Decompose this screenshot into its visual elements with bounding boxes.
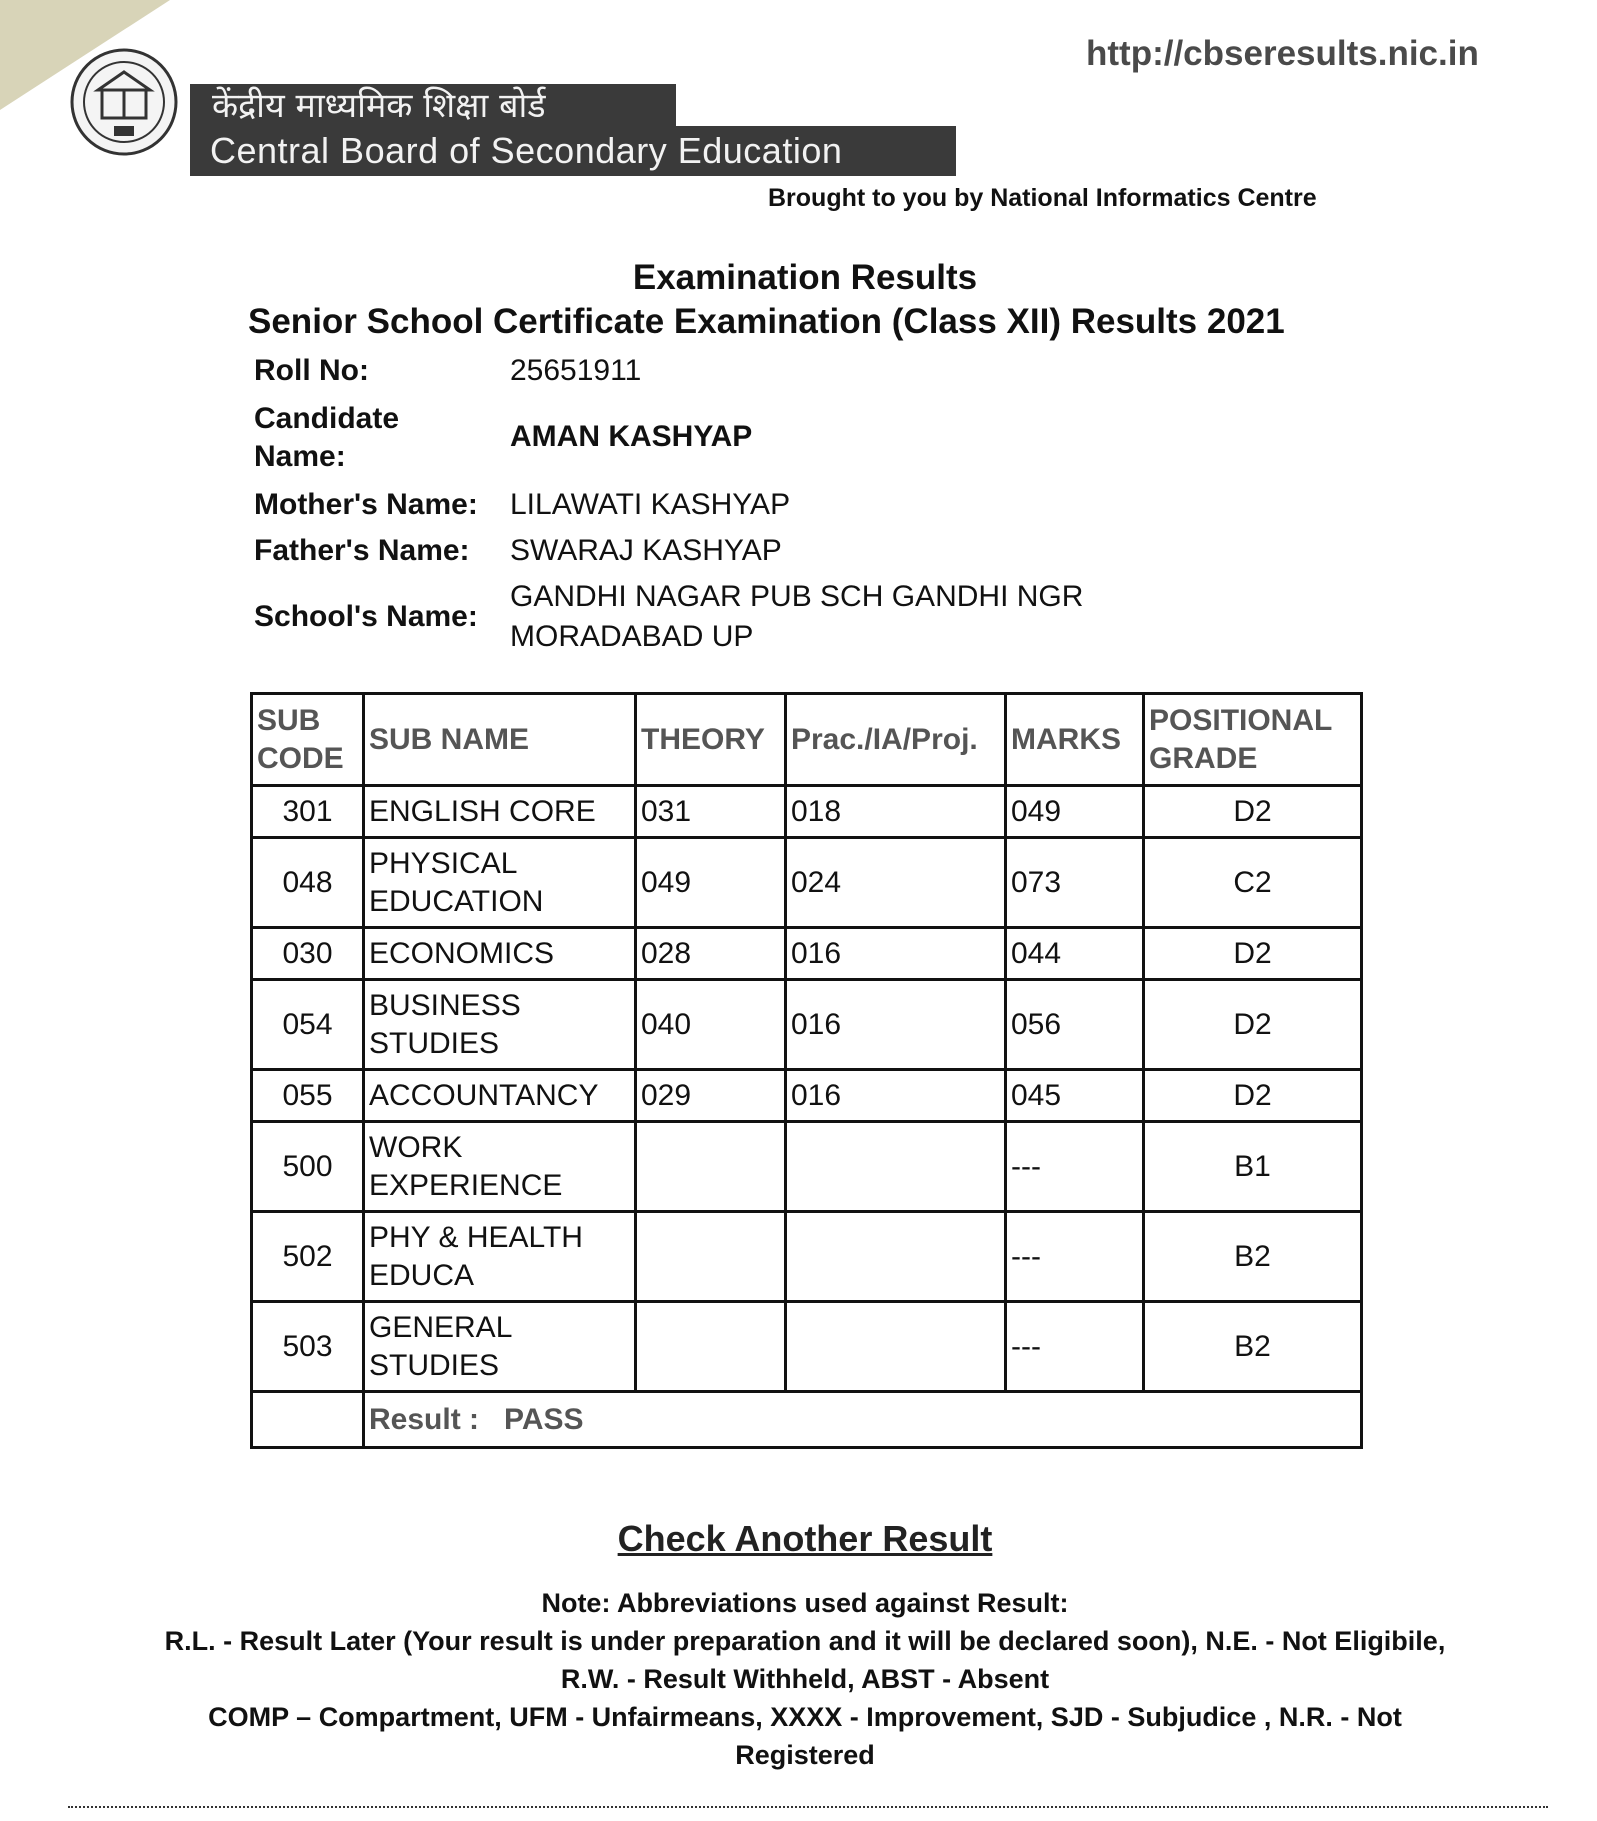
results-url[interactable]: http://cbseresults.nic.in bbox=[1086, 34, 1479, 73]
prac-marks: 016 bbox=[786, 980, 1006, 1070]
mother-name-label: Mother's Name: bbox=[254, 488, 478, 521]
total-marks: 049 bbox=[1006, 786, 1144, 838]
note-line: R.L. - Result Later (Your result is under preparation and it will be declared soon), N.E. - Not Eligibile, bbox=[164, 1626, 1446, 1656]
note-line: R.W. - Result Withheld, ABST - Absent bbox=[560, 1664, 1050, 1694]
sub-code: 503 bbox=[252, 1302, 364, 1392]
header-prac: Prac./IA/Proj. bbox=[786, 694, 1006, 786]
positional-grade: C2 bbox=[1144, 838, 1362, 928]
positional-grade: B2 bbox=[1144, 1302, 1362, 1392]
prac-marks: 016 bbox=[786, 1070, 1006, 1122]
abbreviation-notes bbox=[60, 1584, 1550, 1774]
sub-code: 048 bbox=[252, 838, 364, 928]
header-marks: MARKS bbox=[1006, 694, 1144, 786]
school-name-value-line2: MORADABAD UP bbox=[510, 620, 754, 653]
board-name-english: Central Board of Secondary Education bbox=[190, 126, 956, 176]
sub-name: WORK EXPERIENCE bbox=[364, 1122, 636, 1212]
candidate-name-label-line1: Candidate bbox=[254, 402, 400, 435]
prac-marks: 018 bbox=[786, 786, 1006, 838]
roll-label: Roll No: bbox=[254, 354, 369, 387]
sub-name: ECONOMICS bbox=[364, 928, 636, 980]
sub-code: 502 bbox=[252, 1212, 364, 1302]
result-value: PASS bbox=[504, 1402, 584, 1436]
table-row bbox=[252, 786, 1362, 838]
page-title: Examination Results bbox=[632, 258, 978, 297]
prac-marks bbox=[786, 1122, 1006, 1212]
sub-name: GENERAL STUDIES bbox=[364, 1302, 636, 1392]
result-row bbox=[252, 1392, 1362, 1448]
sub-name: PHY & HEALTH EDUCA bbox=[364, 1212, 636, 1302]
total-marks: --- bbox=[1006, 1302, 1144, 1392]
theory-marks: 031 bbox=[636, 786, 786, 838]
note-line: Registered bbox=[735, 1740, 875, 1770]
mother-name-value: LILAWATI KASHYAP bbox=[510, 488, 791, 521]
total-marks: 045 bbox=[1006, 1070, 1144, 1122]
prac-marks bbox=[786, 1302, 1006, 1392]
sub-code: 030 bbox=[252, 928, 364, 980]
board-name-hindi: केंद्रीय माध्यमिक शिक्षा बोर्ड bbox=[190, 84, 676, 128]
note-title: Note: Abbreviations used against Result: bbox=[541, 1588, 1069, 1618]
sub-code: 055 bbox=[252, 1070, 364, 1122]
prac-marks bbox=[786, 1212, 1006, 1302]
sub-code: 301 bbox=[252, 786, 364, 838]
father-name-value: SWARAJ KASHYAP bbox=[510, 534, 782, 567]
result-cell bbox=[364, 1392, 1362, 1448]
table-row bbox=[252, 980, 1362, 1070]
positional-grade: D2 bbox=[1144, 786, 1362, 838]
results-table bbox=[250, 692, 1363, 1449]
table-row bbox=[252, 1302, 1362, 1392]
prac-marks: 024 bbox=[786, 838, 1006, 928]
table-row bbox=[252, 1122, 1362, 1212]
candidate-name-label-line2: Name: bbox=[254, 440, 346, 473]
theory-marks: 049 bbox=[636, 838, 786, 928]
positional-grade: B2 bbox=[1144, 1212, 1362, 1302]
bottom-divider bbox=[68, 1806, 1548, 1808]
theory-marks bbox=[636, 1122, 786, 1212]
result-empty-cell bbox=[252, 1392, 364, 1448]
positional-grade: D2 bbox=[1144, 980, 1362, 1070]
sub-code: 054 bbox=[252, 980, 364, 1070]
total-marks: 056 bbox=[1006, 980, 1144, 1070]
header-positional-grade: POSITIONAL GRADE bbox=[1144, 694, 1362, 786]
total-marks: 073 bbox=[1006, 838, 1144, 928]
candidate-name-value: AMAN KASHYAP bbox=[510, 420, 753, 453]
theory-marks bbox=[636, 1212, 786, 1302]
header-theory: THEORY bbox=[636, 694, 786, 786]
theory-marks: 040 bbox=[636, 980, 786, 1070]
header-sub-name: SUB NAME bbox=[364, 694, 636, 786]
total-marks: --- bbox=[1006, 1122, 1144, 1212]
theory-marks: 028 bbox=[636, 928, 786, 980]
nic-credit: Brought to you by National Informatics Centre bbox=[768, 184, 1317, 212]
sub-name: PHYSICAL EDUCATION bbox=[364, 838, 636, 928]
sub-name: ACCOUNTANCY bbox=[364, 1070, 636, 1122]
prac-marks: 016 bbox=[786, 928, 1006, 980]
header-sub-code: SUB CODE bbox=[252, 694, 364, 786]
father-name-label: Father's Name: bbox=[254, 534, 470, 567]
check-another-result-link[interactable]: Check Another Result bbox=[617, 1518, 993, 1559]
table-header-row bbox=[252, 694, 1362, 786]
total-marks: 044 bbox=[1006, 928, 1144, 980]
table-row bbox=[252, 1212, 1362, 1302]
result-label: Result : bbox=[369, 1402, 480, 1436]
table-row bbox=[252, 1070, 1362, 1122]
roll-value: 25651911 bbox=[510, 354, 642, 387]
sub-name: BUSINESS STUDIES bbox=[364, 980, 636, 1070]
table-row bbox=[252, 928, 1362, 980]
theory-marks: 029 bbox=[636, 1070, 786, 1122]
positional-grade: D2 bbox=[1144, 1070, 1362, 1122]
cbse-emblem-logo bbox=[68, 46, 180, 158]
positional-grade: B1 bbox=[1144, 1122, 1362, 1212]
sub-name: ENGLISH CORE bbox=[364, 786, 636, 838]
theory-marks bbox=[636, 1302, 786, 1392]
school-name-value-line1: GANDHI NAGAR PUB SCH GANDHI NGR bbox=[510, 580, 1084, 613]
note-line: COMP – Compartment, UFM - Unfairmeans, XXXX - Improvement, SJD - Subjudice , N.R. - Not bbox=[208, 1702, 1402, 1732]
total-marks: --- bbox=[1006, 1212, 1144, 1302]
exam-title: Senior School Certificate Examination (Class XII) Results 2021 bbox=[248, 302, 1285, 341]
sub-code: 500 bbox=[252, 1122, 364, 1212]
positional-grade: D2 bbox=[1144, 928, 1362, 980]
school-name-label: School's Name: bbox=[254, 600, 478, 633]
table-row bbox=[252, 838, 1362, 928]
